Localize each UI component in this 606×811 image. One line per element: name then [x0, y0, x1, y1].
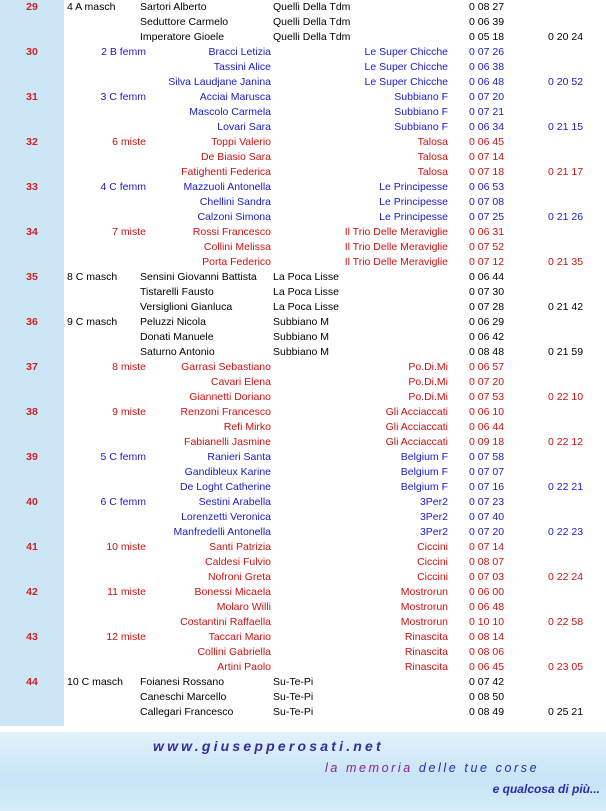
- team-name: Po.Di.Mi: [408, 361, 448, 373]
- table-row: [0, 150, 606, 165]
- split-time: 0 06 34: [469, 121, 505, 133]
- team-name: La Poca Lisse: [273, 271, 339, 283]
- team-name: Gli Acciaccati: [385, 436, 448, 448]
- split-time: 0 08 14: [469, 631, 505, 643]
- split-time: 0 07 30: [469, 286, 505, 298]
- split-time: 0 06 38: [469, 61, 505, 73]
- total-time: 0 22 23: [548, 526, 584, 538]
- rank-cell: 38: [26, 406, 38, 418]
- runner-name: Foianesi Rossano: [140, 676, 225, 688]
- runner-name: Toppi Valerio: [211, 136, 271, 148]
- runner-name: Sartori Alberto: [140, 1, 207, 13]
- category-cell: 4 C femm: [100, 181, 146, 193]
- runner-name: Peluzzi Nicola: [140, 316, 206, 328]
- total-time: 0 21 42: [548, 301, 584, 313]
- table-row: [0, 270, 606, 285]
- table-row: [0, 510, 606, 525]
- category-cell: 2 B femm: [101, 46, 146, 58]
- rank-cell: 40: [26, 496, 38, 508]
- split-time: 0 06 31: [469, 226, 505, 238]
- split-time: 0 06 00: [469, 586, 505, 598]
- category-cell: 5 C femm: [100, 451, 146, 463]
- total-time: 0 22 21: [548, 481, 584, 493]
- table-row: [0, 570, 606, 585]
- category-cell: 10 miste: [106, 541, 146, 553]
- runner-name: Ranieri Santa: [207, 451, 271, 463]
- rank-cell: 33: [26, 181, 38, 193]
- team-name: Subbiano F: [394, 106, 448, 118]
- team-name: Gli Acciaccati: [385, 406, 448, 418]
- team-name: 3Per2: [419, 496, 448, 508]
- runner-name: Sestini Arabella: [198, 496, 271, 508]
- table-row: [0, 645, 606, 660]
- split-time: 0 07 18: [469, 166, 505, 178]
- team-name: Subbiano M: [273, 331, 330, 343]
- team-name: Subbiano M: [273, 346, 330, 358]
- table-row: [0, 300, 606, 315]
- total-time: 0 21 59: [548, 346, 584, 358]
- category-cell: 7 miste: [112, 226, 146, 238]
- runner-name: Versiglioni Gianluca: [140, 301, 233, 313]
- category-cell: 9 miste: [112, 406, 146, 418]
- category-cell: 4 A masch: [67, 1, 116, 13]
- team-name: Belgium F: [400, 451, 448, 463]
- table-row: [0, 360, 606, 375]
- split-time: 0 06 44: [469, 421, 505, 433]
- split-time: 0 07 42: [469, 676, 505, 688]
- table-row: [0, 585, 606, 600]
- team-name: Po.Di.Mi: [408, 376, 448, 388]
- team-name: 3Per2: [419, 526, 448, 538]
- split-time: 0 07 12: [469, 256, 505, 268]
- runner-name: Artini Paolo: [217, 661, 271, 673]
- table-row: [0, 600, 606, 615]
- table-row: [0, 420, 606, 435]
- team-name: Il Trio Delle Meraviglie: [344, 256, 448, 268]
- table-row: [0, 315, 606, 330]
- table-row: [0, 180, 606, 195]
- total-time: 0 20 24: [548, 31, 584, 43]
- team-name: Belgium F: [400, 481, 448, 493]
- split-time: 0 06 39: [469, 16, 505, 28]
- team-name: Quelli Della Tdm: [273, 1, 351, 13]
- split-time: 0 07 25: [469, 211, 505, 223]
- runner-name: Refi Mirko: [223, 421, 271, 433]
- team-name: Le Principesse: [379, 211, 448, 223]
- runner-name: Giannetti Doriano: [189, 391, 271, 403]
- category-cell: 11 miste: [107, 586, 146, 598]
- total-time: 0 21 35: [548, 256, 584, 268]
- split-time: 0 07 26: [469, 46, 505, 58]
- runner-name: Imperatore Gioele: [140, 31, 225, 43]
- split-time: 0 07 14: [469, 151, 505, 163]
- table-row: [0, 135, 606, 150]
- split-time: 0 06 48: [469, 76, 505, 88]
- team-name: Rinascita: [404, 661, 448, 673]
- category-cell: 3 C femm: [100, 91, 146, 103]
- table-row: [0, 495, 606, 510]
- team-name: Le Principesse: [379, 181, 448, 193]
- split-time: 0 07 53: [469, 391, 505, 403]
- split-time: 0 08 50: [469, 691, 505, 703]
- runner-name: Fatighenti Federica: [181, 166, 271, 178]
- table-row: [0, 435, 606, 450]
- footer-banner: [0, 732, 606, 811]
- category-cell: 10 C masch: [67, 676, 124, 688]
- split-time: 0 07 16: [469, 481, 505, 493]
- split-time: 0 07 21: [469, 106, 505, 118]
- runner-name: Rossi Francesco: [192, 226, 271, 238]
- rank-cell: 44: [26, 676, 38, 688]
- table-row: [0, 345, 606, 360]
- split-time: 0 06 44: [469, 271, 505, 283]
- team-name: Subbiano F: [394, 91, 448, 103]
- total-time: 0 21 17: [548, 166, 584, 178]
- runner-name: Collini Melissa: [203, 241, 271, 253]
- tagline: [325, 761, 539, 775]
- runner-name: Saturno Antonio: [140, 346, 215, 358]
- team-name: Talosa: [417, 136, 448, 148]
- table-row: [0, 195, 606, 210]
- split-time: 0 07 28: [469, 301, 505, 313]
- table-row: [0, 450, 606, 465]
- team-name: Rinascita: [404, 631, 448, 643]
- rank-cell: 43: [26, 631, 38, 643]
- team-name: Mostrorun: [400, 616, 448, 628]
- table-row: [0, 0, 606, 15]
- runner-name: Molaro Willi: [216, 601, 271, 613]
- category-cell: 9 C masch: [67, 316, 118, 328]
- team-name: Ciccini: [417, 556, 448, 568]
- team-name: Subbiano F: [394, 121, 448, 133]
- table-row: [0, 525, 606, 540]
- split-time: 0 08 07: [469, 556, 505, 568]
- runner-name: Bonessi Micaela: [194, 586, 271, 598]
- team-name: Ciccini: [417, 541, 448, 553]
- table-row: [0, 210, 606, 225]
- table-row: [0, 45, 606, 60]
- rank-cell: 35: [26, 271, 38, 283]
- total-time: 0 23 05: [548, 661, 584, 673]
- split-time: 0 07 03: [469, 571, 505, 583]
- team-name: Mostrorun: [400, 586, 448, 598]
- runner-name: Silva Laudjane Janina: [168, 76, 271, 88]
- runner-name: Garrasi Sebastiano: [181, 361, 271, 373]
- table-row: [0, 75, 606, 90]
- runner-name: Nofroni Greta: [207, 571, 271, 583]
- rank-cell: 42: [26, 586, 38, 598]
- table-row: [0, 690, 606, 705]
- table-row: [0, 255, 606, 270]
- runner-name: Fabianelli Jasmine: [184, 436, 271, 448]
- split-time: 0 10 10: [469, 616, 505, 628]
- total-time: 0 21 15: [548, 121, 584, 133]
- team-name: La Poca Lisse: [273, 301, 339, 313]
- rank-cell: 29: [26, 1, 38, 13]
- table-row: [0, 375, 606, 390]
- team-name: Gli Acciaccati: [385, 421, 448, 433]
- runner-name: Donati Manuele: [140, 331, 214, 343]
- runner-name: De Loght Catherine: [179, 481, 271, 493]
- runner-name: Taccari Mario: [208, 631, 271, 643]
- split-time: 0 06 53: [469, 181, 505, 193]
- team-name: Su-Te-Pi: [273, 706, 314, 718]
- total-time: 0 22 58: [548, 616, 584, 628]
- total-time: 0 20 52: [548, 76, 584, 88]
- team-name: Subbiano M: [273, 316, 330, 328]
- runner-name: Gandibleux Karine: [184, 466, 271, 478]
- split-time: 0 06 57: [469, 361, 505, 373]
- split-time: 0 06 42: [469, 331, 505, 343]
- split-time: 0 07 07: [469, 466, 505, 478]
- total-time: 0 22 24: [548, 571, 584, 583]
- rank-cell: 32: [26, 136, 38, 148]
- team-name: Quelli Della Tdm: [273, 31, 351, 43]
- table-row: [0, 660, 606, 675]
- split-time: 0 06 29: [469, 316, 505, 328]
- runner-name: Manfredelli Antonella: [173, 526, 271, 538]
- tagline-part-b: delle tue corse: [418, 761, 540, 775]
- split-time: 0 07 20: [469, 526, 505, 538]
- runner-name: Caneschi Marcello: [140, 691, 227, 703]
- runner-name: Calzoni Simona: [197, 211, 271, 223]
- rank-cell: 34: [26, 226, 38, 238]
- rank-cell: 36: [26, 316, 38, 328]
- tagline-more: e qualcosa di più...: [492, 782, 600, 796]
- table-row: [0, 225, 606, 240]
- rank-cell: 30: [26, 46, 38, 58]
- runner-name: Porta Federico: [202, 256, 271, 268]
- runner-name: Costantini Raffaella: [180, 616, 271, 628]
- split-time: 0 07 52: [469, 241, 505, 253]
- team-name: Il Trio Delle Meraviglie: [344, 226, 448, 238]
- tagline-part-a: la memoria: [325, 761, 413, 775]
- table-row: [0, 105, 606, 120]
- split-time: 0 05 18: [469, 31, 505, 43]
- runner-name: Sensini Giovanni Battista: [140, 271, 257, 283]
- runner-name: De Biasio Sara: [200, 151, 271, 163]
- split-time: 0 06 48: [469, 601, 505, 613]
- table-row: [0, 705, 606, 720]
- table-row: [0, 240, 606, 255]
- runner-name: Chellini Sandra: [199, 196, 271, 208]
- table-row: [0, 90, 606, 105]
- table-row: [0, 615, 606, 630]
- runner-name: Bracci Letizia: [208, 46, 271, 58]
- runner-name: Lorenzetti Veronica: [181, 511, 271, 523]
- runner-name: Callegari Francesco: [140, 706, 234, 718]
- table-row: [0, 480, 606, 495]
- table-row: [0, 120, 606, 135]
- team-name: Le Super Chicche: [364, 61, 448, 73]
- team-name: Ciccini: [417, 571, 448, 583]
- runner-name: Seduttore Carmelo: [140, 16, 229, 28]
- table-row: [0, 165, 606, 180]
- split-time: 0 08 49: [469, 706, 505, 718]
- team-name: Belgium F: [400, 466, 448, 478]
- rank-cell: 31: [26, 91, 38, 103]
- runner-name: Tistarelli Fausto: [140, 286, 214, 298]
- team-name: 3Per2: [419, 511, 448, 523]
- team-name: Il Trio Delle Meraviglie: [344, 241, 448, 253]
- runner-name: Acciai Marusca: [199, 91, 271, 103]
- rank-cell: 39: [26, 451, 38, 463]
- site-url[interactable]: www.giusepperosati.net: [153, 738, 384, 754]
- runner-name: Tassini Alice: [213, 61, 271, 73]
- runner-name: Mazzuoli Antonella: [183, 181, 271, 193]
- split-time: 0 08 27: [469, 1, 505, 13]
- team-name: Mostrorun: [400, 601, 448, 613]
- table-row: [0, 15, 606, 30]
- team-name: Su-Te-Pi: [273, 691, 314, 703]
- table-row: [0, 405, 606, 420]
- runner-name: Caldesi Fulvio: [205, 556, 271, 568]
- split-time: 0 08 06: [469, 646, 505, 658]
- split-time: 0 07 20: [469, 91, 505, 103]
- table-row: [0, 390, 606, 405]
- total-time: 0 22 12: [548, 436, 584, 448]
- split-time: 0 07 23: [469, 496, 505, 508]
- team-name: Talosa: [417, 166, 448, 178]
- runner-name: Renzoni Francesco: [180, 406, 271, 418]
- category-cell: 8 C masch: [67, 271, 118, 283]
- team-name: Su-Te-Pi: [273, 676, 314, 688]
- table-row: [0, 330, 606, 345]
- split-time: 0 08 48: [469, 346, 505, 358]
- rank-cell: 37: [26, 361, 38, 373]
- split-time: 0 06 45: [469, 136, 505, 148]
- table-row: [0, 285, 606, 300]
- category-cell: 6 C femm: [100, 496, 146, 508]
- category-cell: 6 miste: [112, 136, 146, 148]
- split-time: 0 07 14: [469, 541, 505, 553]
- team-name: Le Super Chicche: [364, 46, 448, 58]
- category-cell: 8 miste: [112, 361, 146, 373]
- runner-name: Collini Gabriella: [197, 646, 271, 658]
- table-row: [0, 675, 606, 690]
- split-time: 0 07 08: [469, 196, 505, 208]
- total-time: 0 22 10: [548, 391, 584, 403]
- table-row: [0, 30, 606, 45]
- split-time: 0 06 10: [469, 406, 505, 418]
- split-time: 0 07 58: [469, 451, 505, 463]
- table-row: [0, 555, 606, 570]
- team-name: Le Principesse: [379, 196, 448, 208]
- team-name: Rinascita: [404, 646, 448, 658]
- table-row: [0, 465, 606, 480]
- split-time: 0 07 20: [469, 376, 505, 388]
- runner-name: Lovari Sara: [217, 121, 271, 133]
- split-time: 0 07 40: [469, 511, 505, 523]
- table-row: [0, 540, 606, 555]
- total-time: 0 21 26: [548, 211, 584, 223]
- table-row: [0, 630, 606, 645]
- table-row: [0, 60, 606, 75]
- team-name: Po.Di.Mi: [408, 391, 448, 403]
- runner-name: Cavari Elena: [210, 376, 271, 388]
- rank-cell: 41: [26, 541, 38, 553]
- split-time: 0 06 45: [469, 661, 505, 673]
- team-name: Quelli Della Tdm: [273, 16, 351, 28]
- total-time: 0 25 21: [548, 706, 584, 718]
- runner-name: Santi Patrizia: [209, 541, 271, 553]
- team-name: La Poca Lisse: [273, 286, 339, 298]
- runner-name: Mascolo Carmela: [189, 106, 271, 118]
- team-name: Talosa: [417, 151, 448, 163]
- category-cell: 12 miste: [106, 631, 146, 643]
- split-time: 0 09 18: [469, 436, 505, 448]
- team-name: Le Super Chicche: [364, 76, 448, 88]
